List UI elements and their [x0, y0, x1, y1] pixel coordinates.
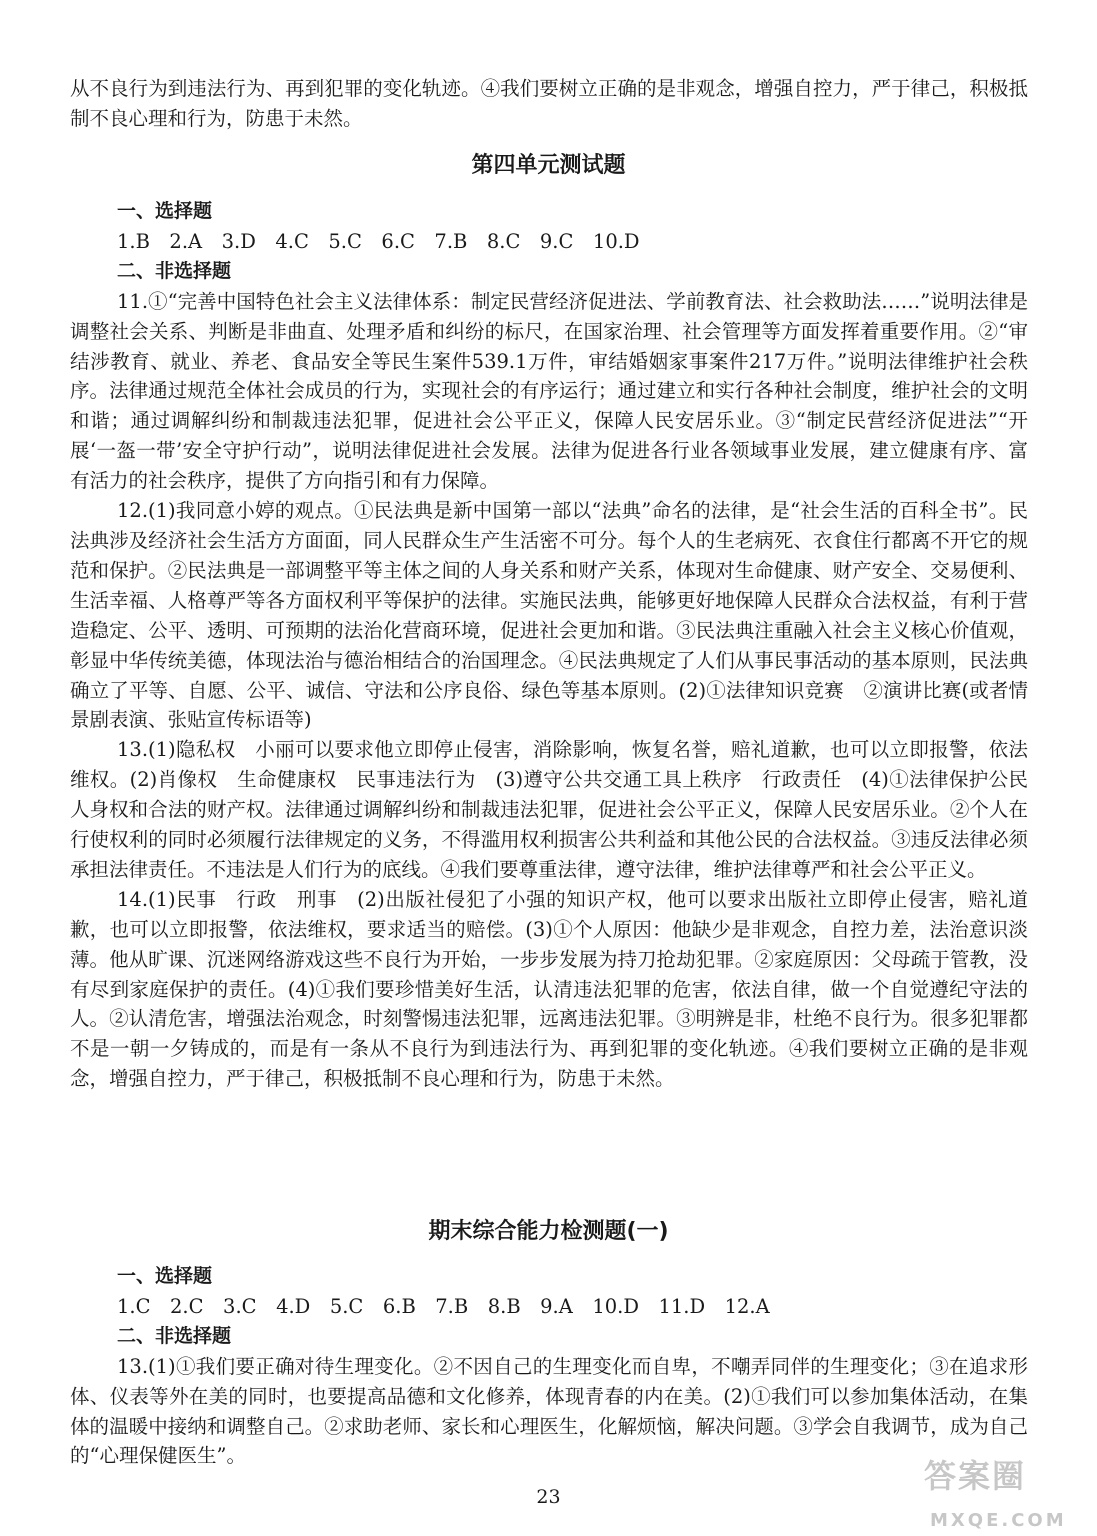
- top-paragraph-text: 从不良行为到违法行为、再到犯罪的变化轨迹。④我们要树立正确的是非观念，增强自控力，严于律己，积极抵制不良心理和行为，防患于未然。: [70, 77, 1028, 130]
- page-number: 23: [536, 1486, 561, 1508]
- final-exam-section: [70, 1262, 1028, 1471]
- final-exam-title: 期末综合能力检测题(一): [428, 1219, 669, 1244]
- unit4-section: [70, 197, 1028, 1094]
- unit4-question-12: 12.(1)我同意小婷的观点。①民法典是新中国第一部以“法典”命名的法律，是“社会生活的百科全书”。民法典涉及经济社会生活方方面面，同人民群众生产生活密不可分。每个人的生老病死、衣食住行都离不开它的规范和保护。②民法典是一部调整平等主体之间的人身关系和财产关系，体现对生命健康、财产安全、交易便利、生活幸福、人格尊严等各方面权利平等保护的法律。实施民法典，能够更好地保障人民群众合法权益，有利于营造稳定、公平、透明、可预期的法治化营商环境，促进社会更加和谐。③民法典注重融入社会主义核心价值观，彰显中华传统美德，体现法治与德治相结合的治国理念。④民法典规定了人们从事民事活动的基本原则，民法典确立了平等、自愿、公平、诚信、守法和公序良俗、绿色等基本原则。(2)①法律知识竞赛 ②演讲比赛(或者情景剧表演、张贴宣传标语等): [70, 499, 1028, 732]
- unit4-title: 第四单元测试题: [471, 153, 626, 178]
- unit4-question-14: 14.(1)民事 行政 刑事 (2)出版社侵犯了小强的知识产权，他可以要求出版社立即停止侵害，赔礼道歉，也可以立即报警，依法维权，要求适当的赔偿。(3)①个人原因：他缺少是非观念，自控力差，法治意识淡薄。他从旷课、沉迷网络游戏这些不良行为开始，一步步发展为持刀抢劫犯罪。②家庭原因：父母疏于管教，没有尽到家庭保护的责任。(4)①我们要珍惜美好生活，认清违法犯罪的危害，依法自律，做一个自觉遵纪守法的人。②认清危害，增强法治观念，时刻警惕违法犯罪，远离违法犯罪。③明辨是非，杜绝不良行为。很多犯罪都不是一朝一夕铸成的，而是有一条从不良行为到违法行为、再到犯罪的变化轨迹。④我们要树立正确的是非观念，增强自控力，严于律己，积极抵制不良心理和行为，防患于未然。: [70, 887, 1028, 1091]
- final-nonchoice-heading: 二、非选择题: [117, 1324, 232, 1347]
- watermark-logo: [918, 1457, 1090, 1532]
- watermark-top-text: 答案圈: [924, 1457, 1027, 1495]
- final-choice-heading: 一、选择题: [117, 1265, 213, 1287]
- unit4-question-11: 11.①“完善中国特色社会主义法律体系：制定民营经济促进法、学前教育法、社会救助法……”说明法律是调整社会关系、判断是非曲直、处理矛盾和纠纷的标尺，在国家治理、社会管理等方面发挥着重要作用。②“审结涉教育、就业、养老、食品安全等民生案件539.1万件，审结婚姻家事案件217万件。”说明法律维护社会秩序。法律通过规范全体社会成员的行为，实现社会的有序运行；通过建立和实行各种社会制度，维护社会的文明和谐；通过调解纠纷和制裁违法犯罪，促进社会公平正义，保障人民安居乐业。③“制定民营经济促进法”“开展‘一盔一带’安全守护行动”，说明法律促进社会发展。法律为促进各行业各领域事业发展，建立健康有序、富有活力的社会秩序，提供了方向指引和有力保障。: [70, 289, 1028, 493]
- unit4-choice-heading: 一、选择题: [117, 200, 213, 222]
- unit4-nonchoice-heading: 二、非选择题: [117, 259, 232, 282]
- unit4-choice-answers: 1.B 2.A 3.D 4.C 5.C 6.C 7.B 8.C 9.C 10.D: [117, 229, 640, 253]
- unit4-question-13: 13.(1)隐私权 小丽可以要求他立即停止侵害，消除影响，恢复名誉，赔礼道歉，也可以立即报警，依法维权。(2)肖像权 生命健康权 民事违法行为 (3)遵守公共交通工具上秩序 行政责任 (4)①法律保护公民人身权和合法的财产权。法律通过调解纠纷和制裁违法犯罪，促进社会公平正义，保障人民安居乐业。②个人在行使权利的同时必须履行法律规定的义务，不得滥用权利损害公共利益和其他公民的合法权益。③违反法律必须承担法律责任。不违法是人们行为的底线。④我们要尊重法律，遵守法律，维护法律尊严和社会公平正义。: [70, 738, 1028, 881]
- watermark-bottom-text: MXQE.COM: [930, 1510, 1067, 1531]
- final-question-13: 13.(1)①我们要正确对待生理变化。②不因自己的生理变化而自卑，不嘲弄同伴的生理变化；③在追求形体、仪表等外在美的同时，也要提高品德和文化修养，体现青春的内在美。(2)①我们可以参加集体活动，在集体的温暖中接纳和调整自己。②求助老师、家长和心理医生，化解烦恼，解决问题。③学会自我调节，成为自己的“心理保健医生”。: [70, 1354, 1028, 1468]
- continued-paragraph: [70, 74, 1028, 134]
- final-choice-answers: 1.C 2.C 3.C 4.D 5.C 6.B 7.B 8.B 9.A 10.D 11.D 12.A: [117, 1294, 770, 1318]
